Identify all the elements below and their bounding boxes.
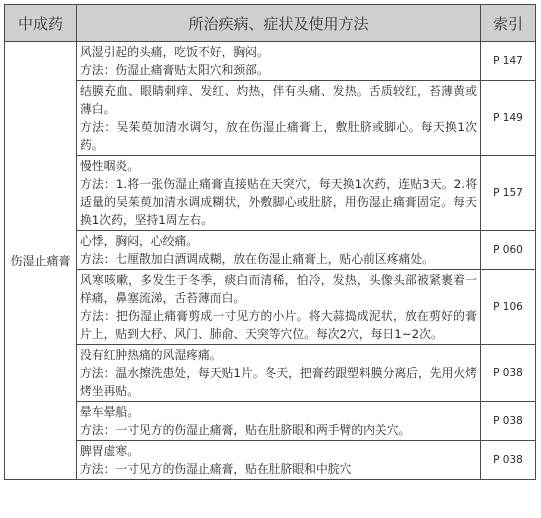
method-text: 方法：1.将一张伤湿止痛膏直接贴在天突穴，每天换1次药，连贴3天。2.将适量的吴茱萸加清水调成糊状，外敷脚心或肚脐，用伤湿止痛膏固定。每天换1次药，坚持1周左右。: [80, 177, 477, 227]
table-row: [5, 81, 536, 156]
remedy-table: [4, 4, 536, 480]
table-row: [5, 231, 536, 270]
method-text: 方法：温水擦洗患处，每天贴1片。冬天，把膏药跟塑料膜分离后，先用火烤烤坐再贴。: [80, 366, 477, 398]
header-index: 索引: [481, 5, 536, 42]
page-reference: P 038: [481, 441, 536, 480]
symptom-text: 风寒咳嗽，多发生于冬季，痰白而清稀，怕冷，发热，头像头部被紧裹着一样痛，鼻塞流涕，舌苔薄而白。: [80, 273, 477, 305]
table-row: [5, 42, 536, 81]
usage-cell: [77, 270, 481, 345]
page-reference: P 038: [481, 402, 536, 441]
usage-cell: [77, 231, 481, 270]
table-row: [5, 402, 536, 441]
method-text: 方法：吴茱萸加清水调匀，放在伤湿止痛膏上，敷肚脐或脚心。每天换1次药。: [80, 120, 477, 152]
table-row: [5, 156, 536, 231]
method-text: 方法：把伤湿止痛膏剪成一寸见方的小片。将大蒜捣成泥状，放在剪好的膏片上，贴到大杼、风门、肺俞、天突等穴位。每次2穴，每日1~2次。: [80, 309, 477, 341]
page-reference: P 060: [481, 231, 536, 270]
medicine-name: 伤湿止痛膏: [5, 42, 77, 480]
symptom-text: 结膜充血、眼睛刺痒、发红、灼热，伴有头痛、发热。舌质较红，苔薄黄或薄白。: [80, 84, 477, 116]
table-row: [5, 345, 536, 402]
method-text: 方法：一寸见方的伤湿止痛膏，贴在肚脐眼和中脘穴: [80, 462, 352, 476]
page-reference: P 157: [481, 156, 536, 231]
header-medicine: 中成药: [5, 5, 77, 42]
header-row: [5, 5, 536, 42]
usage-cell: [77, 156, 481, 231]
page-reference: P 147: [481, 42, 536, 81]
symptom-text: 心悸，胸闷，心绞痛。: [80, 234, 198, 248]
symptom-text: 晕车晕船。: [80, 405, 139, 419]
page-reference: P 149: [481, 81, 536, 156]
usage-cell: [77, 81, 481, 156]
method-text: 方法：伤湿止痛膏贴太阳穴和颈部。: [80, 63, 269, 77]
page-reference: P 038: [481, 345, 536, 402]
usage-cell: [77, 441, 481, 480]
method-text: 方法：七厘散加白酒调成糊，放在伤湿止痛膏上，贴心前区疼痛处。: [80, 252, 434, 266]
table-row: [5, 441, 536, 480]
usage-cell: [77, 402, 481, 441]
symptom-text: 没有红肿热痛的风湿疼痛。: [80, 348, 222, 362]
header-usage: 所治疾病、症状及使用方法: [77, 5, 481, 42]
method-text: 方法：一寸见方的伤湿止痛膏，贴在肚脐眼和两手臂的内关穴。: [80, 423, 411, 437]
page-reference: P 106: [481, 270, 536, 345]
symptom-text: 脾胃虚寒。: [80, 444, 139, 458]
symptom-text: 慢性咽炎。: [80, 159, 139, 173]
table-row: [5, 270, 536, 345]
usage-cell: [77, 42, 481, 81]
usage-cell: [77, 345, 481, 402]
symptom-text: 风湿引起的头痛，吃饭不好，胸闷。: [80, 45, 269, 59]
